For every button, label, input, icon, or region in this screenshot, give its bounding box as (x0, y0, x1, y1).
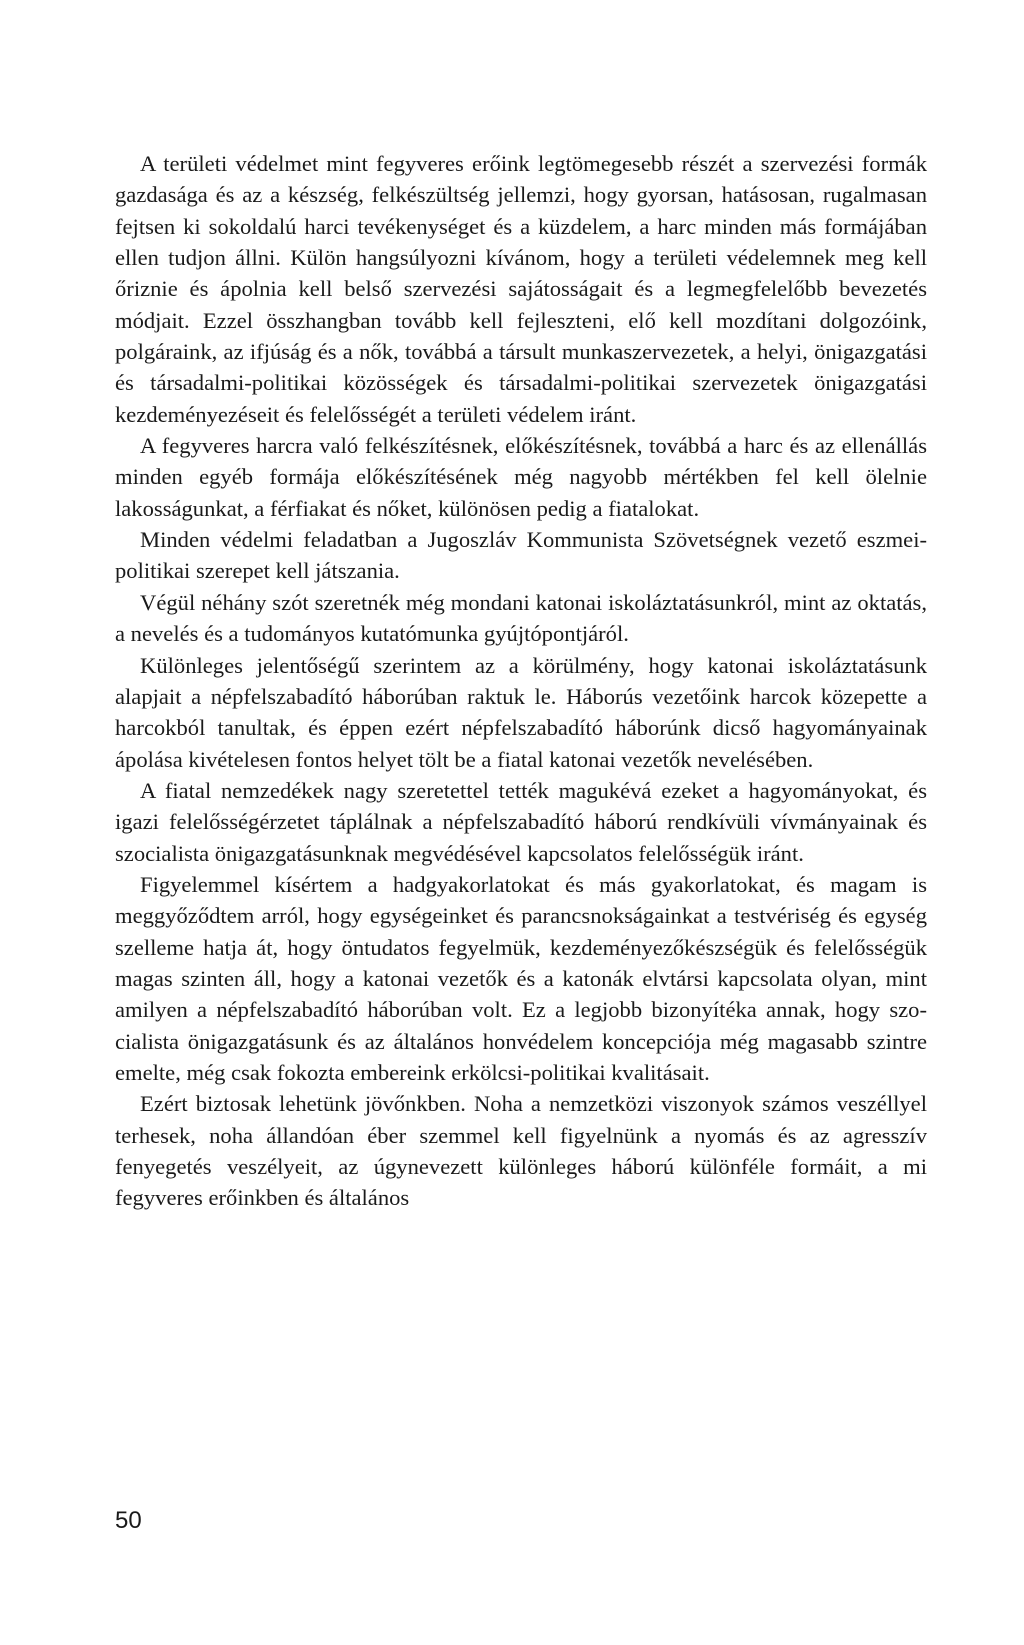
paragraph-7: Figyelemmel kísértem a hadgyakorlatokat és más gyakorlatokat, és magam is meggyőződtem arról, hogy egységeinket és parancsnokságainkat a testvériség és egység szelleme hatja át, hogy öntudatos fegyelmük, kezdeményezőkészségük és felelősségük magas szinten áll, hogy a katonai vezetők és a katonák elvtársi kapcsolata olyan, mint amilyen a népfelszabadító háborúban volt. Ez a legjobb bizonyítéka annak, hogy szocialista önigazgatásunk és az általános honvédelem koncepciója még magasabb szintre emelte, még csak fokozta embereink erkölcsi-politikai kvalitásait. (115, 871, 927, 1085)
paragraph-4: Végül néhány szót szeretnék még mondani katonai iskoláztatásunkról, mint az oktatás, a nevelés és a tudományos kutatómunka gyújtópontjáról. (115, 589, 927, 647)
body-text (115, 148, 927, 1214)
page-number: 50 (115, 1507, 142, 1534)
paragraph-2: A fegyveres harcra való felkészítésnek, előkészítésnek, továbbá a harc és az ellenállás minden egyéb formája előkészítésének még nagyobb mértékben fel kell ölelnie lakosságunkat, a férfiakat és nőket, különösen pedig a fiatalokat. (115, 433, 927, 521)
paragraph-6: A fiatal nemzedékek nagy szeretettel tették magukévá ezeket a hagyományokat, és igazi felelősségérzetet táplálnak a népfelszabadító háború rendkívüli vívmányainak és szocialista önigazgatásunknak megvédésével kapcsolatos felelősségük iránt. (115, 777, 927, 866)
paragraph-8: Ezért biztosak lehetünk jövőnkben. Noha a nemzetközi viszonyok számos veszéllyel terhesek, noha állandóan éber szemmel kell figyelnünk a nyomás és az agresszív fenyegetés veszélyeit, az úgynevezett különleges háború különféle formáit, a mi fegyveres erőinkben és általános (115, 1091, 927, 1211)
paragraph-3: Minden védelmi feladatban a Jugoszláv Kommunista Szövetségnek vezető eszmei-politikai szerepet kell játszania. (115, 527, 927, 584)
paragraph-5: Különleges jelentőségű szerintem az a körülmény, hogy katonai iskoláztatásunk alapjait a népfelszabadító háborúban raktuk le. Háborús vezetőink harcok közepette a harcokból tanultak, és éppen ezért népfelszabadító háborúnk dicső hagyományainak ápolása kivételesen fontos helyet tölt be a fiatal katonai vezetők nevelésében. (115, 652, 927, 772)
paragraph-1: A területi védelmet mint fegyveres erőink legtömegesebb részét a szervezési formák gazdasága és az a készség, felkészültség jellemzi, hogy gyorsan, hatásosan, rugalmasan fejtsen ki sokoldalú harci tevékenységet és a küzdelem, a harc minden más formájában ellen tudjon állni. Külön hangsúlyozni kívánom, hogy a területi védelemnek meg kell őriznie és ápolnia kell belső szervezési sajátosságait és a legmegfelelőbb bevezetés módjait. Ezzel összhangban tovább kell fejleszteni, elő kell mozdítani dolgozóink, polgáraink, az ifjúság és a nők, továbbá a társult munkaszervezetek, a helyi, önigazgatási és társadalmi-politikai közösségek és társadalmi-politikai szervezetek önigazgatási kezdeményezéseit és felelősségét a területi védelem iránt. (115, 151, 927, 427)
